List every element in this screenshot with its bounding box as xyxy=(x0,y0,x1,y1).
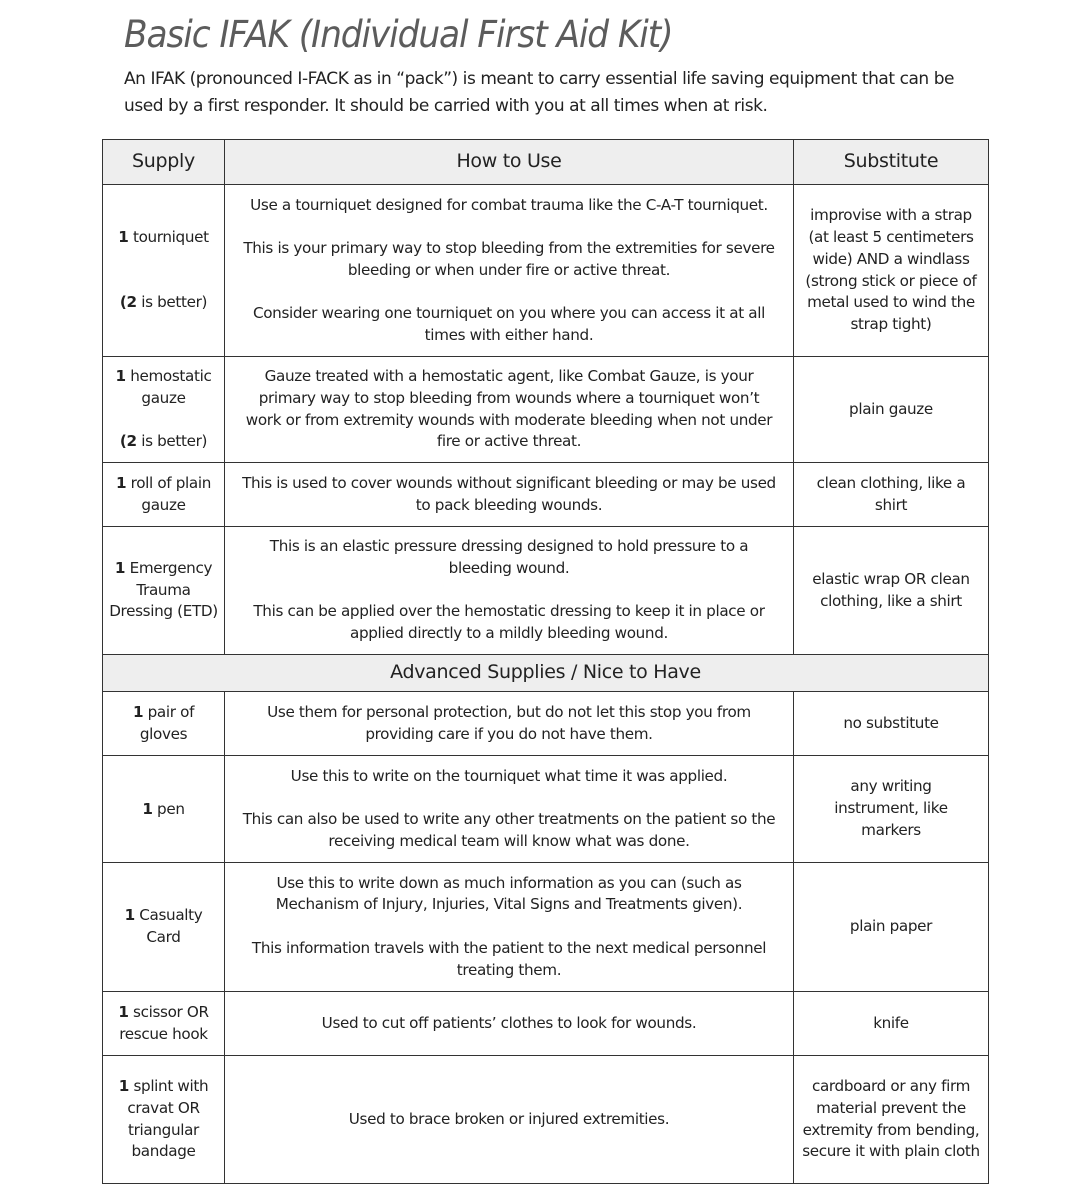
table-row xyxy=(103,992,989,1056)
supply-item: tourniquet xyxy=(128,228,209,247)
substitute-cell: plain paper xyxy=(794,863,989,992)
header-supply: Supply xyxy=(103,140,225,185)
supply-cell xyxy=(103,863,225,992)
supply-note-text: is better) xyxy=(136,432,208,451)
how-to-use-text: This can also be used to write any other treatments on the patient so the receiving medical team will know what was done. xyxy=(242,809,776,850)
supply-quantity: 1 xyxy=(132,702,144,721)
how-to-use-cell xyxy=(225,692,794,756)
page-title: Basic IFAK (Individual First Aid Kit) xyxy=(124,13,673,56)
substitute-cell: knife xyxy=(794,992,989,1056)
supply-item: Casualty Card xyxy=(134,906,203,946)
supply-item: pair of gloves xyxy=(139,702,195,743)
table-row xyxy=(103,527,989,655)
substitute-cell: clean clothing, like a shirt xyxy=(794,463,989,527)
how-to-use-cell xyxy=(225,185,794,357)
table-row xyxy=(103,185,989,357)
supply-note-qty: (2 xyxy=(119,293,137,311)
supply-note-text: is better) xyxy=(136,293,208,311)
how-to-use-cell xyxy=(225,863,794,992)
how-to-use-text: This can be applied over the hemostatic dressing to keep it in place or applied directly to a mildly bleeding wound. xyxy=(253,602,765,643)
supply-item: Emergency Trauma Dressing (ETD) xyxy=(109,558,218,621)
supply-item: scissor OR rescue hook xyxy=(119,1002,209,1043)
how-to-use-text: Use a tourniquet designed for combat trauma like the C-A-T tourniquet. xyxy=(250,195,768,214)
section-label: Advanced Supplies / Nice to Have xyxy=(103,655,989,692)
how-to-use-cell xyxy=(225,1056,794,1184)
supply-cell xyxy=(103,692,225,756)
substitute-cell: elastic wrap OR clean clothing, like a shirt xyxy=(794,527,989,655)
supply-quantity: 1 xyxy=(124,906,135,925)
substitute-cell: any writing instrument, like markers xyxy=(794,756,989,863)
supply-cell xyxy=(103,756,225,863)
supply-note-qty: (2 xyxy=(119,432,137,451)
how-to-use-text: Use them for personal protection, but do not let this stop you from providing care if you do not have them. xyxy=(267,702,751,743)
supply-quantity: 1 xyxy=(118,1002,129,1021)
ifak-supply-table xyxy=(102,139,989,1184)
supply-note xyxy=(109,292,218,314)
supply-note xyxy=(109,431,218,453)
substitute-cell: no substitute xyxy=(794,692,989,756)
table-row xyxy=(103,1056,989,1184)
supply-quantity: 1 xyxy=(118,1077,129,1096)
how-to-use-text: This is an elastic pressure dressing designed to hold pressure to a bleeding wound. xyxy=(269,537,749,577)
table-row xyxy=(103,463,989,527)
table-row xyxy=(103,357,989,463)
table-row xyxy=(103,756,989,863)
how-to-use-text: This is used to cover wounds without significant bleeding or may be used to pack bleeding wounds. xyxy=(242,473,776,514)
how-to-use-text: Gauze treated with a hemostatic agent, like Combat Gauze, is your primary way to stop bleeding from wounds where a tourniquet won’t work or from extremity wounds with moderate bleeding when not under fire or active threat. xyxy=(245,367,773,451)
supply-quantity: 1 xyxy=(118,228,129,247)
supply-quantity: 1 xyxy=(142,800,153,818)
supply-item: roll of plain gauze xyxy=(126,473,212,514)
supply-cell xyxy=(103,527,225,655)
how-to-use-cell xyxy=(225,357,794,463)
supply-cell xyxy=(103,185,225,357)
supply-item: hemostatic gauze xyxy=(125,367,212,407)
how-to-use-cell xyxy=(225,527,794,655)
substitute-cell: improvise with a strap (at least 5 centimeters wide) AND a windlass (strong stick or piece of metal used to wind the strap tight) xyxy=(794,185,989,357)
table-row xyxy=(103,692,989,756)
how-to-use-text: Use this to write down as much information as you can (such as Mechanism of Injury, Injuries, Vital Signs and Treatments given). xyxy=(275,873,743,914)
header-how-to-use: How to Use xyxy=(225,140,794,185)
how-to-use-cell xyxy=(225,756,794,863)
supply-cell xyxy=(103,357,225,463)
how-to-use-text: Use this to write on the tourniquet what time it was applied. xyxy=(290,766,728,785)
how-to-use-text: Used to cut off patients’ clothes to look for wounds. xyxy=(321,1013,697,1032)
how-to-use-text: Consider wearing one tourniquet on you where you can access it at all times with either hand. xyxy=(252,304,765,344)
substitute-cell: cardboard or any firm material prevent the extremity from bending, secure it with plain cloth xyxy=(794,1056,989,1184)
supply-quantity: 1 xyxy=(114,558,126,577)
how-to-use-text: Used to brace broken or injured extremities. xyxy=(348,1109,670,1128)
supply-quantity: 1 xyxy=(115,367,126,386)
supply-quantity: 1 xyxy=(115,473,127,492)
table-row xyxy=(103,863,989,992)
how-to-use-cell xyxy=(225,463,794,527)
table-header-row xyxy=(103,140,989,185)
supply-item: splint with cravat OR triangular bandage xyxy=(127,1077,209,1161)
intro-paragraph: An IFAK (pronounced I-FACK as in “pack”) is meant to carry essential life saving equipment that can be used by a first responder. It should be carried with you at all times when at risk. xyxy=(124,69,955,116)
supply-cell xyxy=(103,992,225,1056)
how-to-use-text: This is your primary way to stop bleeding from the extremities for severe bleeding or when under fire or active threat. xyxy=(243,238,775,279)
how-to-use-cell xyxy=(225,992,794,1056)
header-substitute: Substitute xyxy=(794,140,989,185)
supply-item: pen xyxy=(152,800,185,818)
section-row xyxy=(103,655,989,692)
supply-cell xyxy=(103,1056,225,1184)
how-to-use-text: This information travels with the patient to the next medical personnel treating them. xyxy=(251,938,767,979)
substitute-cell: plain gauze xyxy=(794,357,989,463)
supply-cell xyxy=(103,463,225,527)
